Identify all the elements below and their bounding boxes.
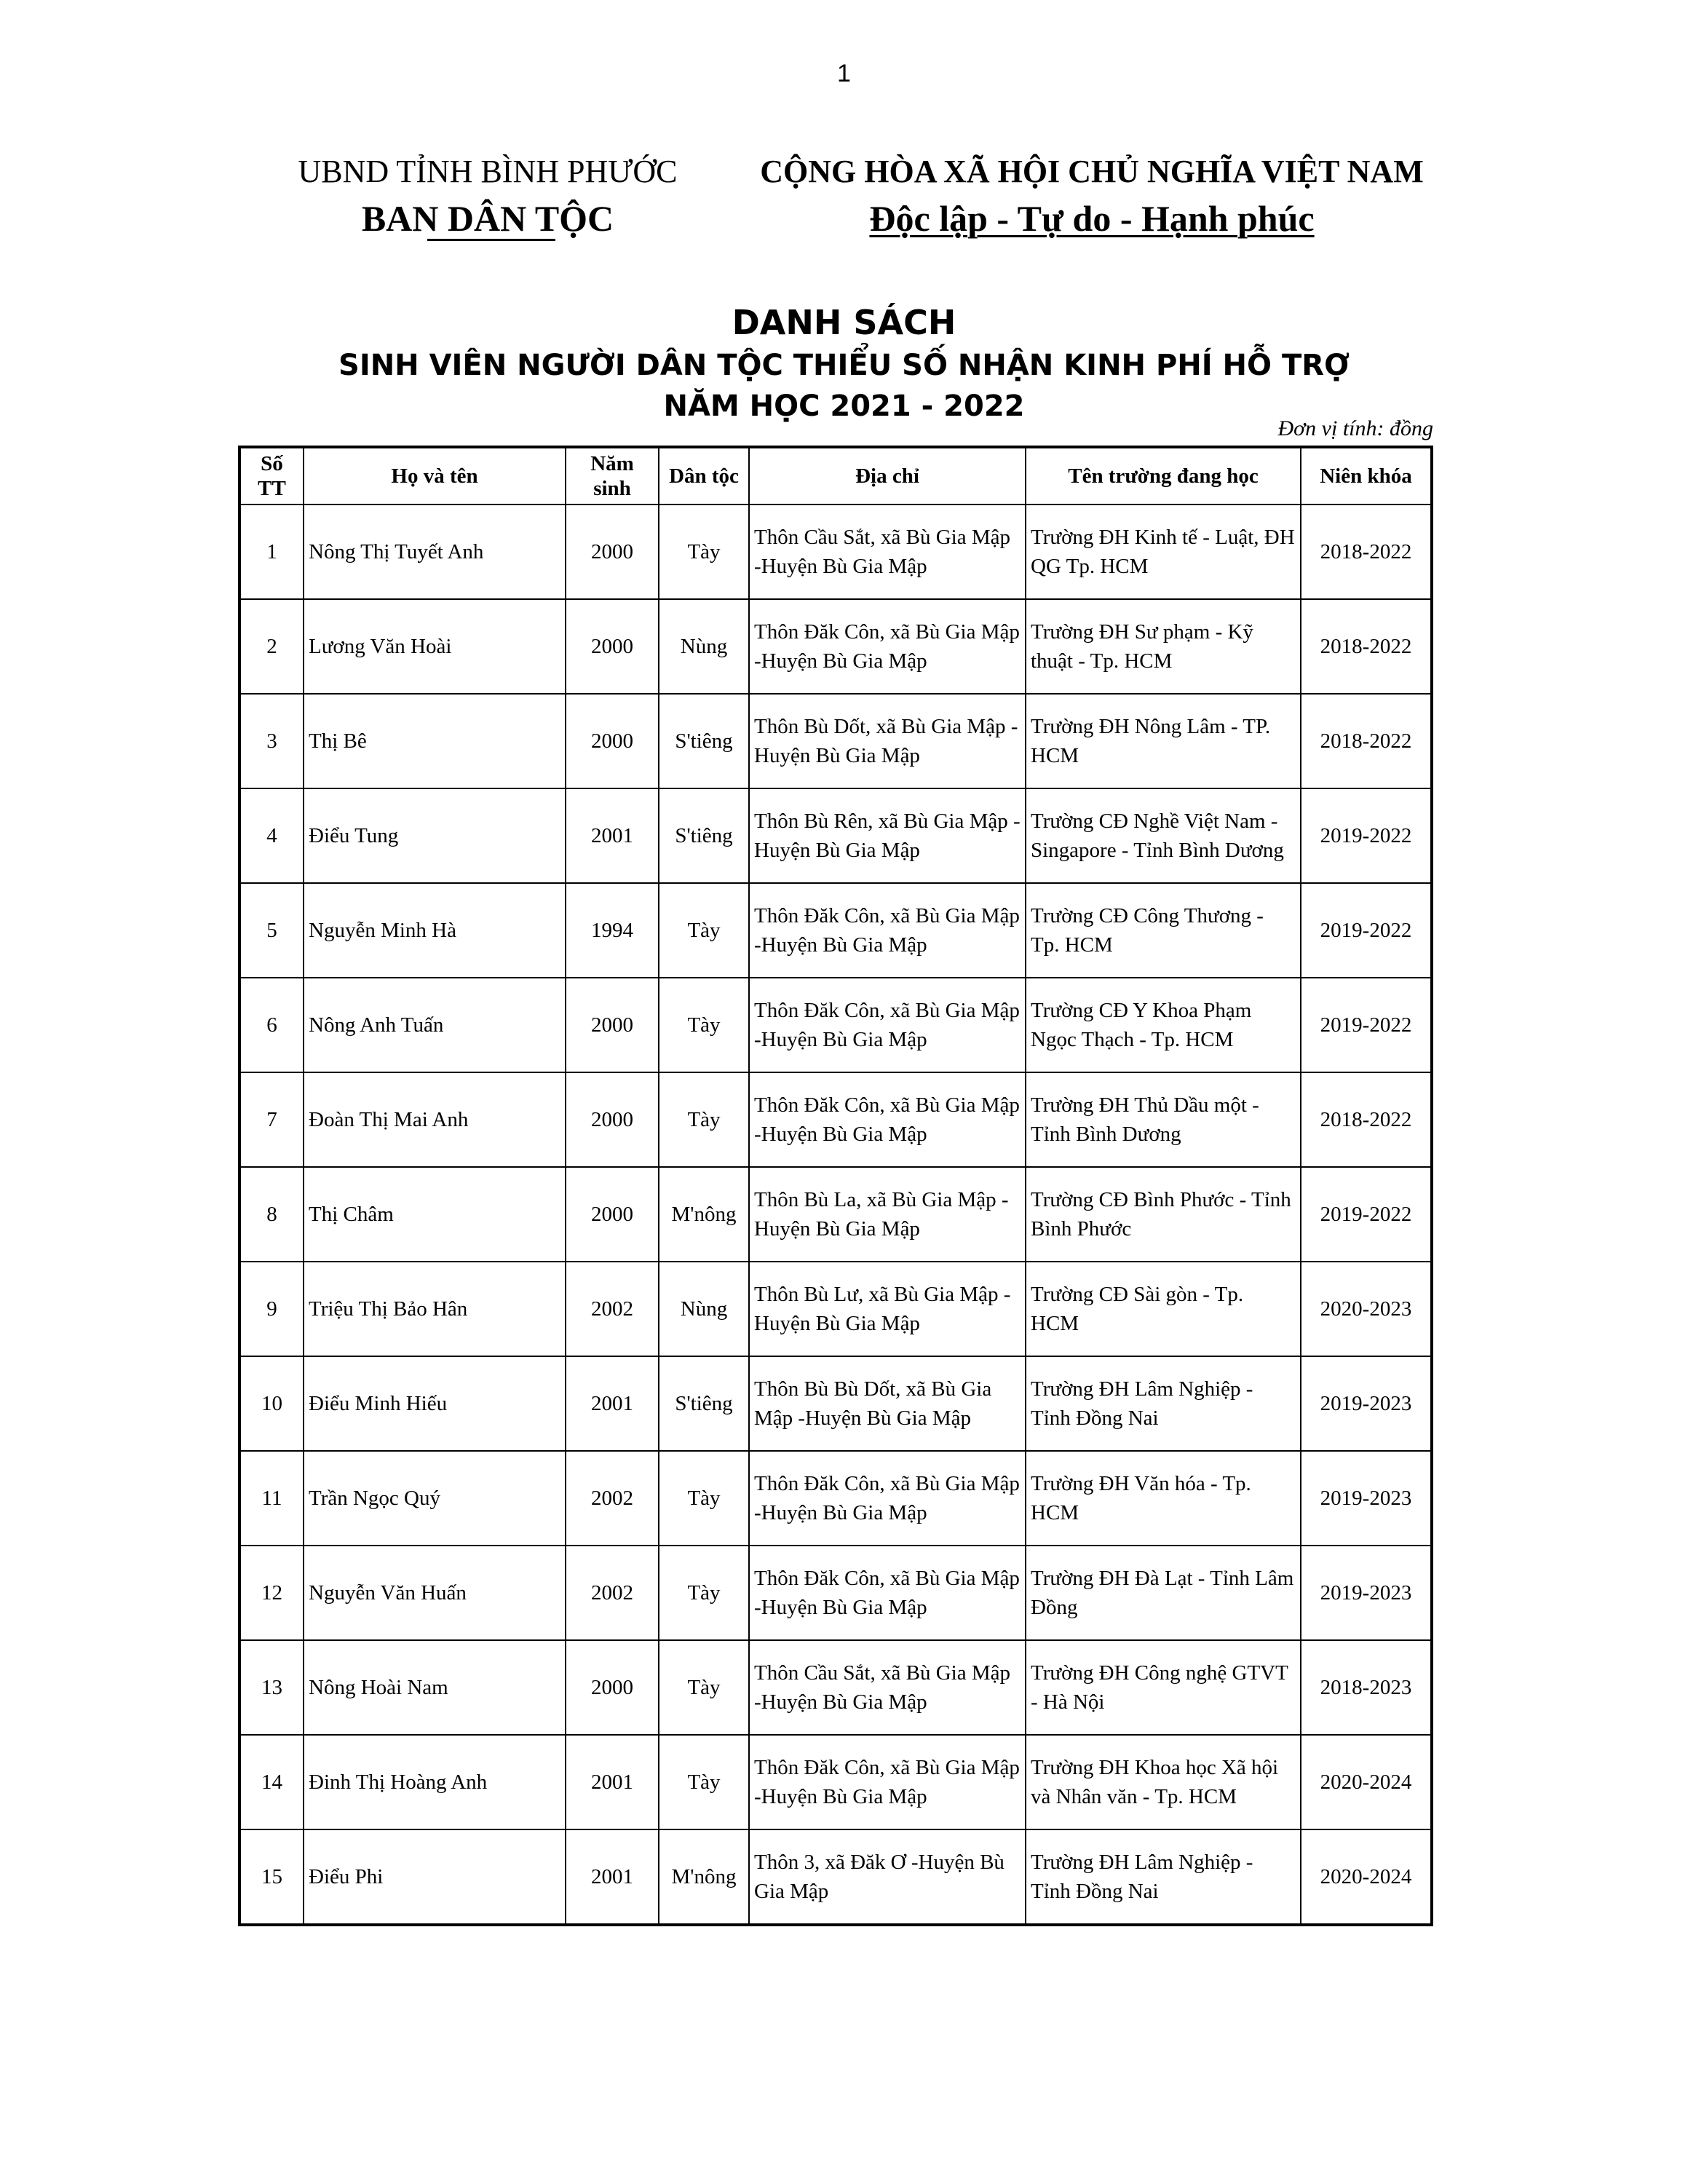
table-body <box>239 505 1432 1925</box>
header-term: Niên khóa <box>1301 447 1432 505</box>
table-row <box>239 788 1432 883</box>
cell-school: Trường ĐH Khoa học Xã hội và Nhân văn - Tp. HCM <box>1026 1735 1301 1829</box>
table-row <box>239 1451 1432 1546</box>
cell-school: Trường ĐH Đà Lạt - Tỉnh Lâm Đồng <box>1026 1546 1301 1640</box>
header-ethnic: Dân tộc <box>659 447 749 505</box>
cell-term: 2018-2022 <box>1301 599 1432 694</box>
cell-school: Trường ĐH Lâm Nghiệp - Tỉnh Đồng Nai <box>1026 1829 1301 1925</box>
cell-ethnic: Tày <box>659 1451 749 1546</box>
cell-stt: 1 <box>239 505 304 599</box>
cell-school: Trường CĐ Nghề Việt Nam - Singapore - Tỉnh Bình Dương <box>1026 788 1301 883</box>
cell-stt: 11 <box>239 1451 304 1546</box>
cell-name: Lương Văn Hoài <box>304 599 566 694</box>
agency-name: UBND TỈNH BÌNH PHƯỚC <box>298 154 678 189</box>
cell-name: Nguyễn Văn Huấn <box>304 1546 566 1640</box>
cell-address: Thôn Đăk Côn, xã Bù Gia Mập -Huyện Bù Gia Mập <box>749 883 1026 978</box>
cell-birth-year: 1994 <box>566 883 659 978</box>
cell-address: Thôn Bù La, xã Bù Gia Mập -Huyện Bù Gia Mập <box>749 1167 1026 1262</box>
cell-birth-year: 2000 <box>566 1167 659 1262</box>
cell-term: 2020-2023 <box>1301 1262 1432 1356</box>
cell-term: 2018-2022 <box>1301 694 1432 788</box>
cell-term: 2019-2023 <box>1301 1546 1432 1640</box>
header-school: Tên trường đang học <box>1026 447 1301 505</box>
cell-name: Nguyễn Minh Hà <box>304 883 566 978</box>
page-number: 1 <box>837 60 851 87</box>
title-line-1: DANH SÁCH <box>732 303 956 342</box>
cell-term: 2018-2023 <box>1301 1640 1432 1735</box>
cell-address: Thôn 3, xã Đăk Ơ -Huyện Bù Gia Mập <box>749 1829 1026 1925</box>
cell-ethnic: Tày <box>659 1546 749 1640</box>
table-header-row <box>239 447 1432 505</box>
table-row <box>239 599 1432 694</box>
issuing-agency-block <box>262 149 713 242</box>
cell-school: Trường ĐH Kinh tế - Luật, ĐH QG Tp. HCM <box>1026 505 1301 599</box>
cell-stt: 2 <box>239 599 304 694</box>
table-row <box>239 978 1432 1072</box>
cell-name: Nông Thị Tuyết Anh <box>304 505 566 599</box>
table-row <box>239 1640 1432 1735</box>
header-name: Họ và tên <box>304 447 566 505</box>
cell-birth-year: 2000 <box>566 505 659 599</box>
cell-birth-year: 2000 <box>566 1640 659 1735</box>
cell-address: Thôn Đăk Côn, xã Bù Gia Mập -Huyện Bù Gia Mập <box>749 599 1026 694</box>
cell-name: Điểu Minh Hiếu <box>304 1356 566 1451</box>
department-underline <box>427 239 555 241</box>
national-header-block <box>735 149 1449 242</box>
header-stt: Số TT <box>239 447 304 505</box>
table-row <box>239 1072 1432 1167</box>
cell-address: Thôn Bù Rên, xã Bù Gia Mập -Huyện Bù Gia Mập <box>749 788 1026 883</box>
cell-term: 2019-2022 <box>1301 788 1432 883</box>
department-label: BAN DÂN TỘC <box>361 198 614 239</box>
cell-stt: 14 <box>239 1735 304 1829</box>
cell-ethnic: M'nông <box>659 1167 749 1262</box>
cell-address: Thôn Cầu Sắt, xã Bù Gia Mập -Huyện Bù Gia Mập <box>749 505 1026 599</box>
cell-birth-year: 2001 <box>566 1829 659 1925</box>
table-row <box>239 1262 1432 1356</box>
cell-ethnic: S'tiêng <box>659 694 749 788</box>
cell-ethnic: M'nông <box>659 1829 749 1925</box>
cell-name: Điểu Tung <box>304 788 566 883</box>
cell-birth-year: 2001 <box>566 1356 659 1451</box>
cell-stt: 9 <box>239 1262 304 1356</box>
table-row <box>239 505 1432 599</box>
cell-term: 2019-2022 <box>1301 1167 1432 1262</box>
cell-school: Trường ĐH Công nghệ GTVT - Hà Nội <box>1026 1640 1301 1735</box>
cell-term: 2019-2022 <box>1301 883 1432 978</box>
cell-name: Điểu Phi <box>304 1829 566 1925</box>
cell-address: Thôn Bù Bù Dốt, xã Bù Gia Mập -Huyện Bù Gia Mập <box>749 1356 1026 1451</box>
table-row <box>239 1167 1432 1262</box>
cell-term: 2020-2024 <box>1301 1829 1432 1925</box>
cell-address: Thôn Đăk Côn, xã Bù Gia Mập -Huyện Bù Gia Mập <box>749 1735 1026 1829</box>
student-table <box>238 446 1433 1926</box>
cell-ethnic: S'tiêng <box>659 788 749 883</box>
cell-ethnic: S'tiêng <box>659 1356 749 1451</box>
cell-school: Trường ĐH Văn hóa - Tp. HCM <box>1026 1451 1301 1546</box>
department-name <box>362 194 614 242</box>
cell-address: Thôn Bù Lư, xã Bù Gia Mập -Huyện Bù Gia Mập <box>749 1262 1026 1356</box>
document-title <box>0 300 1688 427</box>
cell-birth-year: 2001 <box>566 1735 659 1829</box>
title-line-2: SINH VIÊN NGƯỜI DÂN TỘC THIỂU SỐ NHẬN KINH PHÍ HỖ TRỢ <box>338 349 1350 382</box>
cell-ethnic: Nùng <box>659 599 749 694</box>
cell-name: Triệu Thị Bảo Hân <box>304 1262 566 1356</box>
cell-address: Thôn Đăk Côn, xã Bù Gia Mập -Huyện Bù Gia Mập <box>749 1546 1026 1640</box>
cell-term: 2020-2024 <box>1301 1735 1432 1829</box>
cell-stt: 4 <box>239 788 304 883</box>
cell-school: Trường ĐH Sư phạm - Kỹ thuật - Tp. HCM <box>1026 599 1301 694</box>
header-birth-line-1: Năm <box>590 452 634 475</box>
table-row <box>239 883 1432 978</box>
cell-birth-year: 2002 <box>566 1262 659 1356</box>
cell-name: Thị Châm <box>304 1167 566 1262</box>
cell-address: Thôn Đăk Côn, xã Bù Gia Mập -Huyện Bù Gia Mập <box>749 1451 1026 1546</box>
cell-name: Thị Bê <box>304 694 566 788</box>
cell-stt: 10 <box>239 1356 304 1451</box>
cell-school: Trường CĐ Y Khoa Phạm Ngọc Thạch - Tp. HCM <box>1026 978 1301 1072</box>
header-birth-year <box>566 447 659 505</box>
unit-note: Đơn vị tính: đồng <box>1277 416 1433 440</box>
header-birth-line-2: sinh <box>593 477 631 500</box>
cell-stt: 3 <box>239 694 304 788</box>
cell-address: Thôn Cầu Sắt, xã Bù Gia Mập -Huyện Bù Gia Mập <box>749 1640 1026 1735</box>
cell-address: Thôn Bù Dốt, xã Bù Gia Mập -Huyện Bù Gia Mập <box>749 694 1026 788</box>
cell-term: 2019-2023 <box>1301 1451 1432 1546</box>
cell-name: Đoàn Thị Mai Anh <box>304 1072 566 1167</box>
cell-name: Trần Ngọc Quý <box>304 1451 566 1546</box>
cell-stt: 5 <box>239 883 304 978</box>
cell-address: Thôn Đăk Côn, xã Bù Gia Mập -Huyện Bù Gia Mập <box>749 978 1026 1072</box>
cell-birth-year: 2002 <box>566 1451 659 1546</box>
cell-ethnic: Tày <box>659 1735 749 1829</box>
cell-ethnic: Tày <box>659 883 749 978</box>
cell-ethnic: Tày <box>659 505 749 599</box>
title-line-3: NĂM HỌC 2021 - 2022 <box>663 389 1025 423</box>
cell-school: Trường ĐH Lâm Nghiệp - Tỉnh Đồng Nai <box>1026 1356 1301 1451</box>
cell-name: Đinh Thị Hoàng Anh <box>304 1735 566 1829</box>
table-row <box>239 1546 1432 1640</box>
nation-name: CỘNG HÒA XÃ HỘI CHỦ NGHĨA VIỆT NAM <box>760 154 1424 189</box>
header-address: Địa chỉ <box>749 447 1026 505</box>
cell-stt: 7 <box>239 1072 304 1167</box>
cell-birth-year: 2000 <box>566 978 659 1072</box>
cell-address: Thôn Đăk Côn, xã Bù Gia Mập -Huyện Bù Gia Mập <box>749 1072 1026 1167</box>
cell-term: 2019-2022 <box>1301 978 1432 1072</box>
cell-birth-year: 2002 <box>566 1546 659 1640</box>
table-row <box>239 694 1432 788</box>
table-row <box>239 1735 1432 1829</box>
cell-school: Trường CĐ Sài gòn - Tp. HCM <box>1026 1262 1301 1356</box>
cell-stt: 12 <box>239 1546 304 1640</box>
cell-term: 2018-2022 <box>1301 505 1432 599</box>
cell-ethnic: Tày <box>659 1640 749 1735</box>
table-row <box>239 1356 1432 1451</box>
cell-school: Trường CĐ Công Thương - Tp. HCM <box>1026 883 1301 978</box>
cell-stt: 8 <box>239 1167 304 1262</box>
table-row <box>239 1829 1432 1925</box>
cell-ethnic: Nùng <box>659 1262 749 1356</box>
cell-birth-year: 2000 <box>566 694 659 788</box>
cell-term: 2019-2023 <box>1301 1356 1432 1451</box>
cell-ethnic: Tày <box>659 1072 749 1167</box>
cell-school: Trường CĐ Bình Phước - Tỉnh Bình Phước <box>1026 1167 1301 1262</box>
cell-term: 2018-2022 <box>1301 1072 1432 1167</box>
cell-stt: 6 <box>239 978 304 1072</box>
cell-school: Trường ĐH Nông Lâm - TP. HCM <box>1026 694 1301 788</box>
cell-name: Nông Hoài Nam <box>304 1640 566 1735</box>
cell-stt: 13 <box>239 1640 304 1735</box>
cell-birth-year: 2000 <box>566 1072 659 1167</box>
cell-school: Trường ĐH Thủ Dầu một - Tỉnh Bình Dương <box>1026 1072 1301 1167</box>
cell-stt: 15 <box>239 1829 304 1925</box>
cell-ethnic: Tày <box>659 978 749 1072</box>
cell-birth-year: 2001 <box>566 788 659 883</box>
national-motto: Độc lập - Tự do - Hạnh phúc <box>869 198 1315 239</box>
cell-birth-year: 2000 <box>566 599 659 694</box>
cell-name: Nông Anh Tuấn <box>304 978 566 1072</box>
